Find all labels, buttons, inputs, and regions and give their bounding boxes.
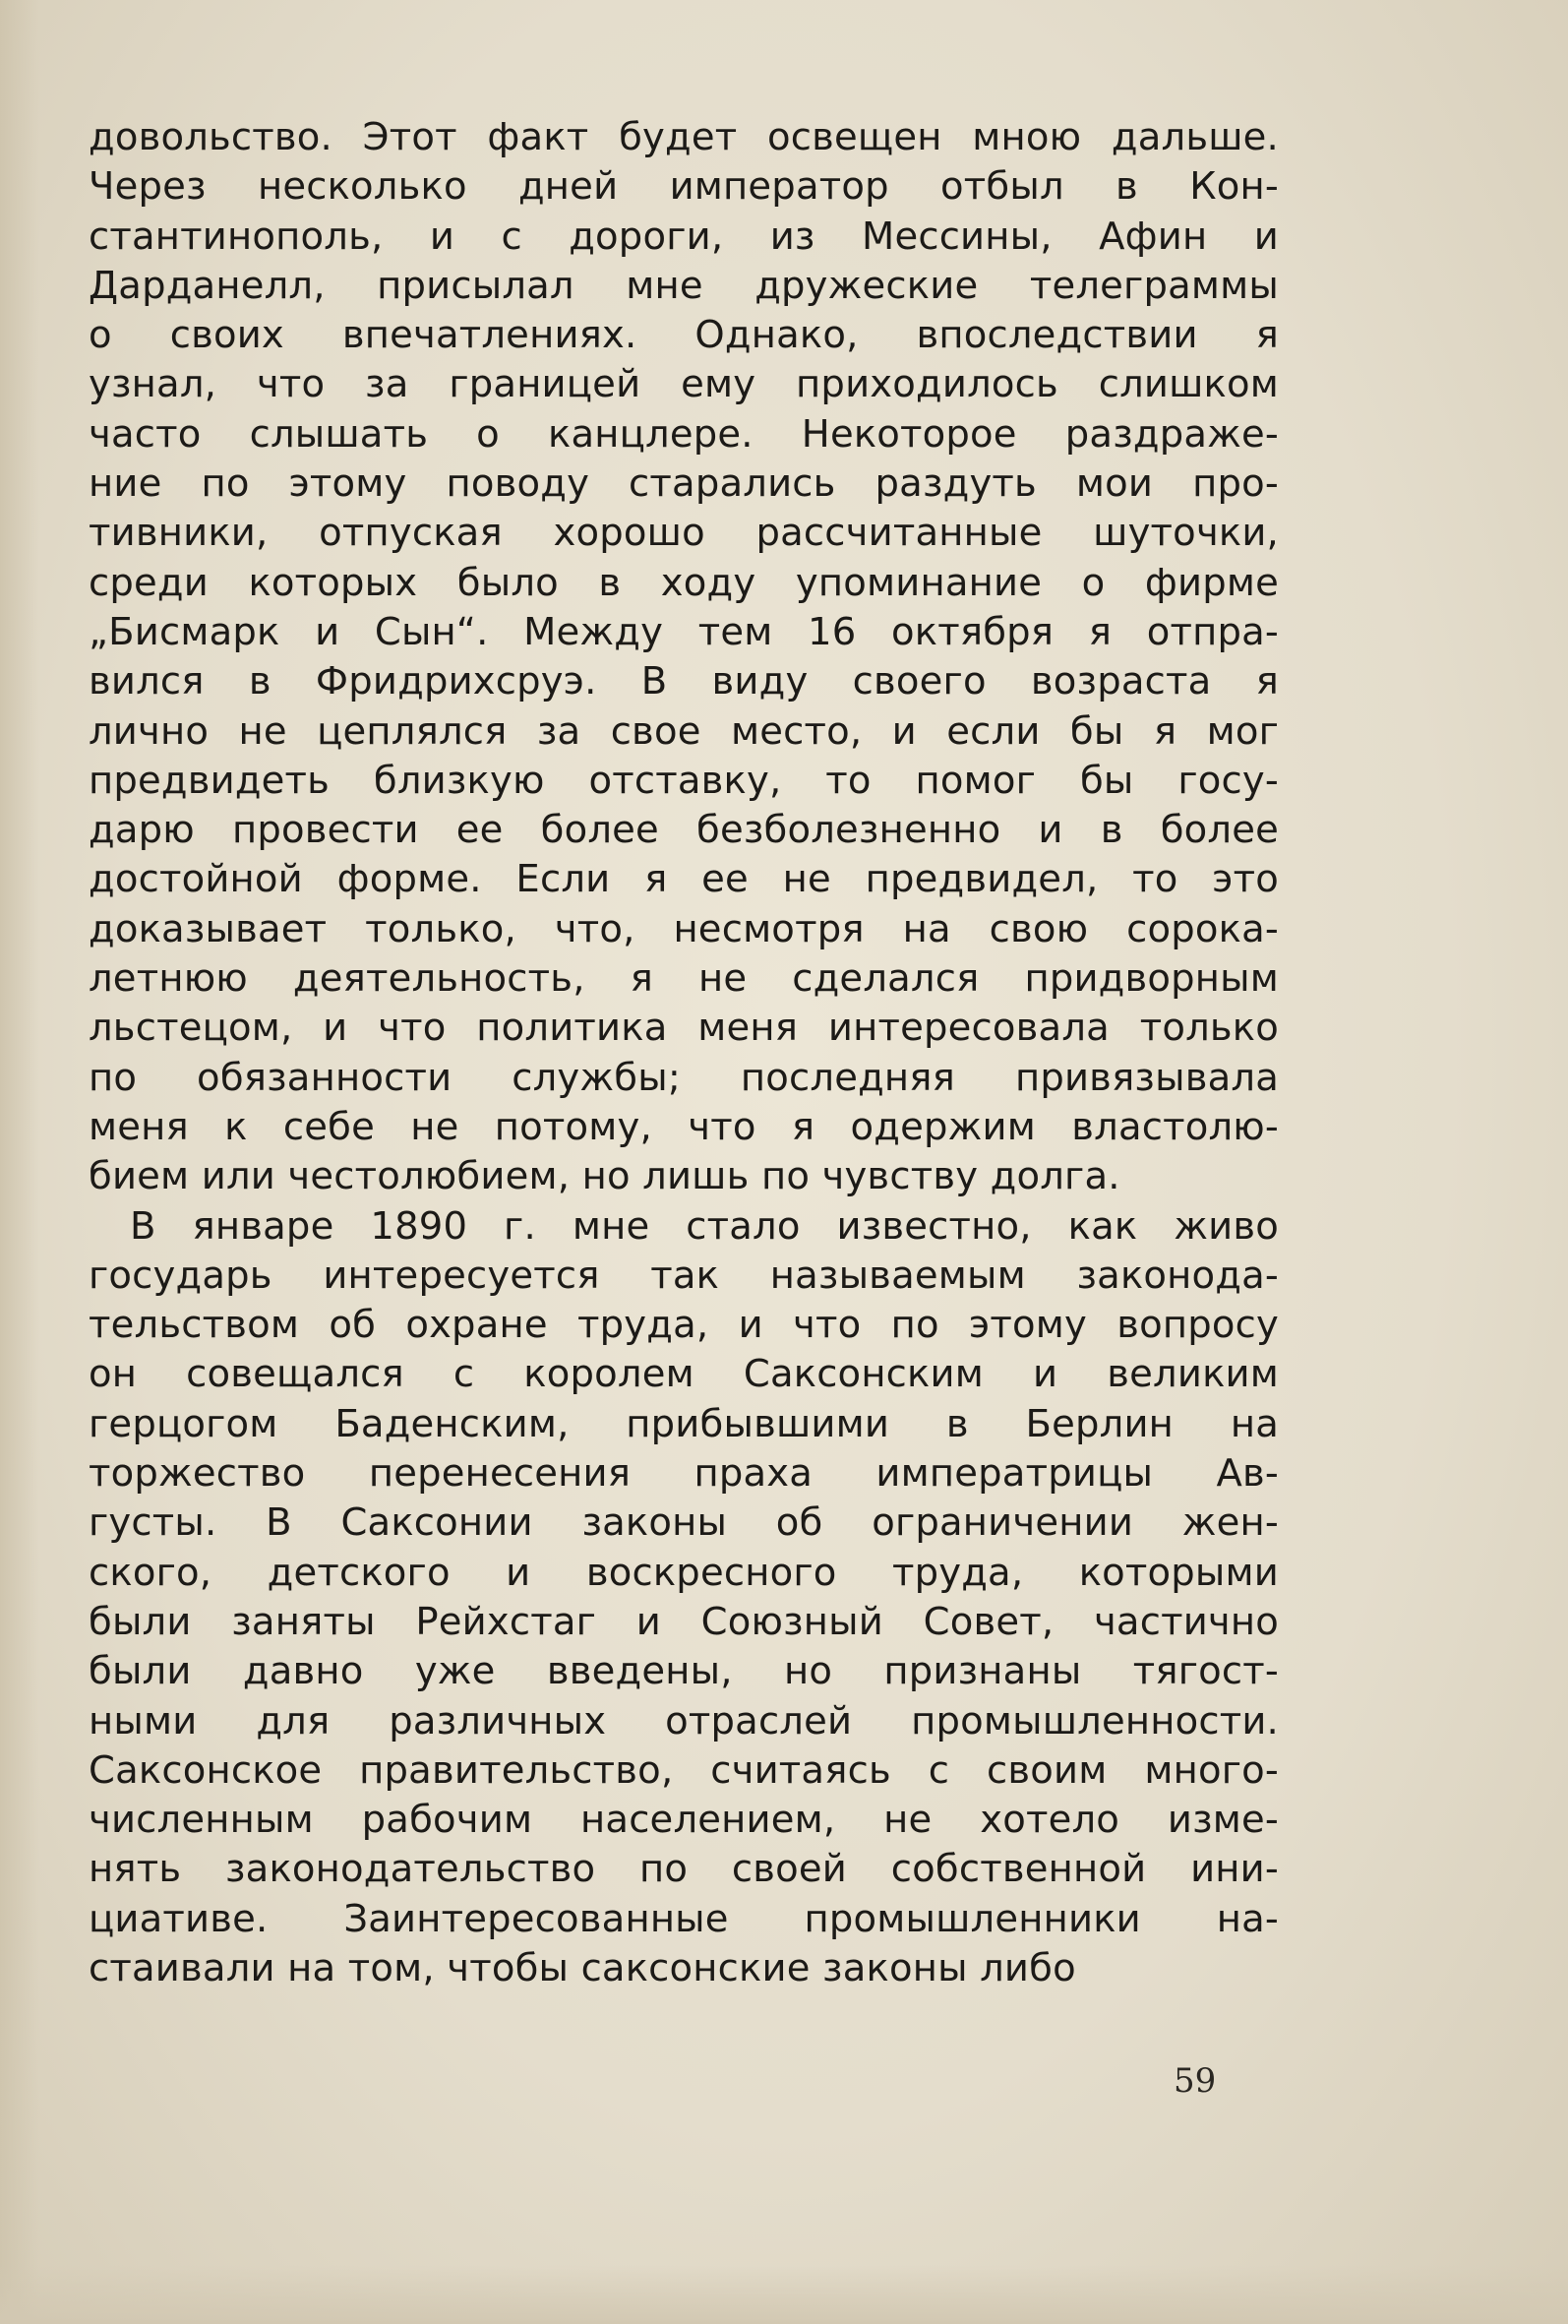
text-line: численным рабочим населением, не хотело изме- xyxy=(89,1798,1279,1843)
text-line: В январе 1890 г. мне стало известно, как живо xyxy=(130,1203,1279,1249)
body-text xyxy=(89,113,1279,1993)
text-line: ние по этому поводу старались раздуть мои про- xyxy=(89,461,1279,507)
page-shadow-left xyxy=(0,0,39,2324)
text-line: летнюю деятельность, я не сделался придворным xyxy=(89,956,1279,1002)
text-line: тельством об охране труда, и что по этому вопросу xyxy=(89,1303,1279,1348)
text-line: среди которых было в ходу упоминание о фирме xyxy=(89,560,1279,605)
text-line: узнал, что за границей ему приходилось слишком xyxy=(89,362,1279,407)
text-line: Дарданелл, присылал мне дружеские телеграммы xyxy=(89,263,1279,308)
text-line: ского, детского и воскресного труда, которыми xyxy=(89,1550,1279,1595)
text-line: государь интересуется так называемым законода- xyxy=(89,1253,1279,1298)
text-line: дарю провести ее более безболезненно и в более xyxy=(89,808,1279,853)
text-line: торжество перенесения праха императрицы Ав- xyxy=(89,1451,1279,1497)
text-line: стантинополь, и с дороги, из Мессины, Афин и xyxy=(89,214,1279,259)
text-line: достойной форме. Если я ее не предвидел, то это xyxy=(89,857,1279,902)
text-line: ными для различных отраслей промышленности. xyxy=(89,1698,1279,1743)
text-line: часто слышать о канцлере. Некоторое раздраже- xyxy=(89,411,1279,457)
text-line: льстецом, и что политика меня интересовала только xyxy=(89,1006,1279,1051)
text-line: лично не цеплялся за свое место, и если бы я мог xyxy=(89,708,1279,754)
text-line: Саксонское правительство, считаясь с своим много- xyxy=(89,1747,1279,1793)
text-line: стаивали на том, чтобы саксонские законы либо xyxy=(89,1945,1076,1990)
text-line: предвидеть близкую отставку, то помог бы госу- xyxy=(89,758,1279,803)
page-number: 59 xyxy=(1174,2061,1217,2101)
text-line: он совещался с королем Саксонским и великим xyxy=(89,1352,1279,1397)
text-line: доказывает только, что, несмотря на свою сорока- xyxy=(89,906,1279,951)
text-line: по обязанности службы; последняя привязывала xyxy=(89,1055,1279,1100)
text-line: бием или честолюбием, но лишь по чувству долга. xyxy=(89,1154,1120,1199)
paragraph xyxy=(89,113,1279,1202)
text-line: герцогом Баденским, прибывшими в Берлин на xyxy=(89,1401,1279,1446)
text-line: вился в Фридрихсруэ. В виду своего возраста я xyxy=(89,659,1279,704)
text-line: Через несколько дней император отбыл в Кон- xyxy=(89,164,1279,210)
text-line: нять законодательство по своей собственной ини- xyxy=(89,1847,1279,1892)
paragraph xyxy=(89,1202,1279,1994)
text-line: густы. В Саксонии законы об ограничении жен- xyxy=(89,1500,1279,1546)
text-line: довольство. Этот факт будет освещен мною дальше. xyxy=(89,115,1279,159)
text-line: меня к себе не потому, что я одержим властолю- xyxy=(89,1104,1279,1149)
text-line: циативе. Заинтересованные промышленники на- xyxy=(89,1896,1279,1941)
text-line: были заняты Рейхстаг и Союзный Совет, частично xyxy=(89,1599,1279,1644)
text-line: „Бисмарк и Сын“. Между тем 16 октября я отпра- xyxy=(89,609,1279,654)
text-line: были давно уже введены, но признаны тягост- xyxy=(89,1649,1279,1694)
page-shadow-bottom xyxy=(0,2265,1568,2324)
text-line: о своих впечатлениях. Однако, впоследствии я xyxy=(89,313,1279,358)
text-line: тивники, отпуская хорошо рассчитанные шуточки, xyxy=(89,511,1279,556)
